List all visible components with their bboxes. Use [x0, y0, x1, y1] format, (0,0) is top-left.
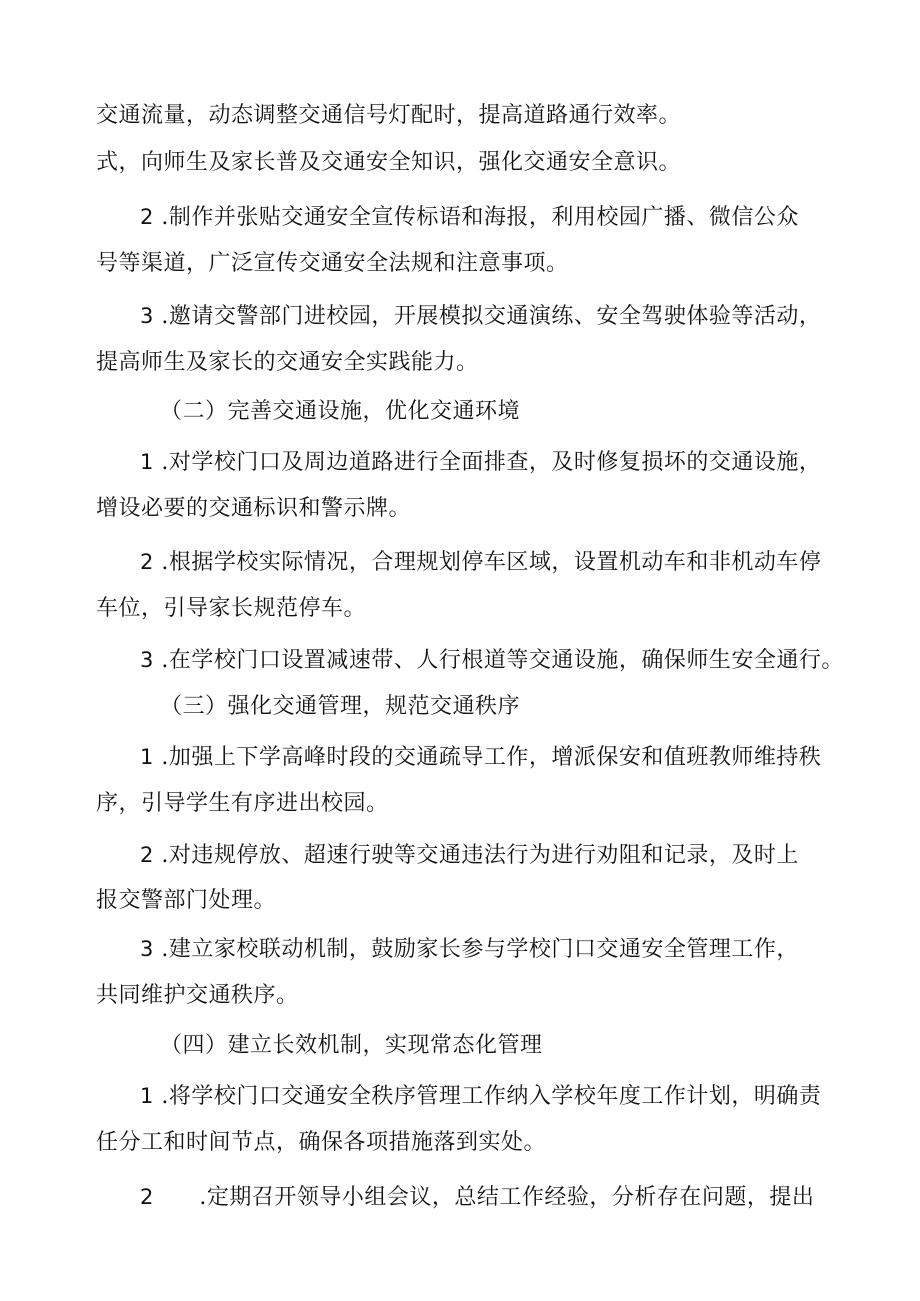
item-number: 3: [140, 648, 154, 672]
item-number: 1: [140, 1084, 154, 1108]
line-text: 序，引导学生有序进出校园。: [96, 791, 389, 816]
list-item: [140, 934, 836, 965]
line-text: .加强上下学高峰时段的交通疏导工作，增派保安和值班教师维持秩: [161, 745, 822, 770]
text-line: [96, 594, 836, 624]
text-line: [96, 348, 836, 378]
list-item: [140, 301, 836, 332]
line-text: 增设必要的交通标识和警示牌。: [96, 496, 412, 521]
line-text: 车位，引导家长规范停车。: [96, 596, 367, 621]
item-number: 1: [140, 450, 154, 474]
list-item: [140, 742, 836, 773]
list-item: [140, 202, 836, 233]
line-text: .定期召开领导小组会议，总结工作经验，分析存在问题，提出: [199, 1185, 815, 1210]
line-text: .在学校门口设置减速带、人行根道等交通设施，确保师生安全通行。: [161, 648, 844, 673]
item-number: 3: [140, 304, 154, 328]
item-number: 2: [140, 550, 154, 574]
text-line: [96, 148, 836, 178]
section-heading: [160, 1031, 900, 1061]
list-item: [140, 645, 844, 676]
list-item: [140, 447, 836, 478]
item-number: 2: [140, 843, 154, 867]
line-text: 提高师生及家长的交通安全实践能力。: [96, 350, 479, 375]
line-text: 式，向师生及家长普及交通安全知识，强化交通安全意识。: [96, 150, 682, 175]
line-text: .将学校门口交通安全秩序管理工作纳入学校年度工作计划，明确责: [161, 1084, 822, 1109]
list-item: [140, 840, 836, 871]
text-line: [96, 249, 836, 279]
line-text: .对违规停放、超速行驶等交通违法行为进行劝阻和记录，及时上: [161, 843, 799, 868]
section-heading: [160, 692, 900, 722]
text-line: [96, 1128, 836, 1158]
text-line: [96, 886, 836, 916]
line-text: .邀请交警部门进校园，开展模拟交通演练、安全驾驶体验等活动，: [161, 304, 822, 329]
text-line: [96, 789, 836, 819]
line-text: .根据学校实际情况，合理规划停车区域，设置机动车和非机动车停: [161, 550, 822, 575]
list-item: [140, 1081, 836, 1112]
list-item: [140, 547, 836, 578]
item-number: 2: [140, 205, 154, 229]
line-text: .建立家校联动机制，鼓励家长参与学校门口交通安全管理工作，: [161, 937, 799, 962]
line-text: .对学校门口及周边道路进行全面排查，及时修复损坏的交通设施，: [161, 450, 822, 475]
heading-text: （三）强化交通管理，规范交通秩序: [160, 694, 521, 719]
line-text: 报交警部门处理。: [96, 888, 277, 913]
line-text: 共同维护交通秩序。: [96, 983, 299, 1008]
text-line: [96, 494, 836, 524]
text-line: [96, 101, 836, 131]
text-line: [96, 981, 836, 1011]
item-number: 3: [140, 937, 154, 961]
list-item: [140, 1182, 836, 1213]
line-text: 号等渠道，广泛宣传交通安全法规和注意事项。: [96, 251, 569, 276]
heading-text: （二）完善交通设施，优化交通环境: [160, 399, 521, 424]
heading-text: （四）建立长效机制，实现常态化管理: [160, 1033, 543, 1058]
item-number: 2: [140, 1185, 154, 1209]
section-heading: [160, 397, 900, 427]
line-text: 交通流量，动态调整交通信号灯配时，提高道路通行效率。: [96, 103, 682, 128]
line-text: 任分工和时间节点，确保各项措施落到实处。: [96, 1130, 547, 1155]
line-text: .制作并张贴交通安全宣传标语和海报，利用校园广播、微信公众: [161, 205, 799, 230]
item-number: 1: [140, 745, 154, 769]
